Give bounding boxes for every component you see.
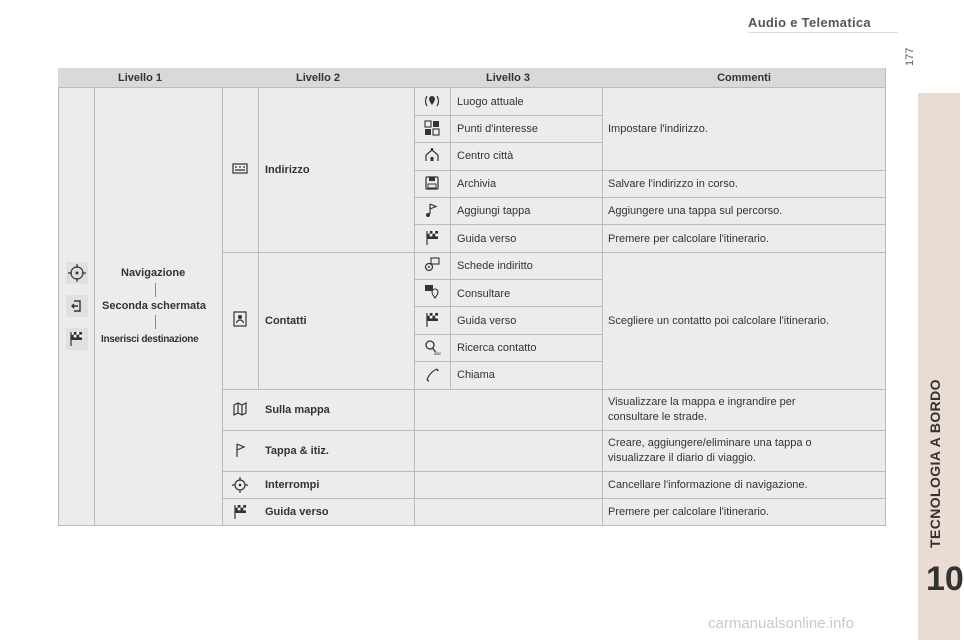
comment-archivia: Salvare l'indirizzo in corso. [608,178,738,190]
back-icon [66,295,88,317]
save-icon [423,174,441,192]
row-luogo-attuale: Luogo attuale [457,96,524,108]
contacts-icon [231,310,249,328]
row-contatti-guida-verso: Guida verso [457,315,517,327]
section-title: TECNOLOGIA A BORDO [927,379,943,548]
keyboard-icon [231,160,249,178]
watermark: carmanualsonline.info [708,615,854,632]
city-icon [423,146,441,164]
col-livello3: Livello 3 [485,72,531,84]
comment-sulla-mappa: Visualizzare la mappa e ingrandire per [608,396,796,408]
row-punti-interesse: Punti d'interesse [457,123,538,135]
location-icon [423,92,441,110]
row-centro-citta: Centro città [457,150,514,162]
col-commenti: Commenti [717,72,771,84]
add-stop-icon [423,201,441,219]
row-chiama: Chiama [457,369,495,381]
col-livello2: Livello 2 [295,72,341,84]
row-archivia: Archivia [457,178,497,190]
group-interrompi: Interrompi [265,479,320,491]
level1-inserisci-destinazione: Inserisci destinazione [101,334,199,345]
flag-icon [423,311,441,329]
comment-impostare: Impostare l'indirizzo. [608,123,708,135]
comment-guida-verso: Premere per calcolare l'itinerario. [608,233,770,245]
comment-sulla-mappa-2: consultare le strade. [608,411,708,423]
phone-icon [423,366,441,384]
group-contatti: Contatti [265,315,307,327]
comment-interrompi: Cancellare l'informazione di navigazione. [608,479,808,491]
level1-seconda-schermata: Seconda schermata [102,300,206,312]
row-schede-indiritto: Schede indiritto [457,260,533,272]
chapter-sidebar [918,93,960,640]
waypoint-icon [231,441,249,459]
row-consultare: Consultare [457,288,511,300]
table-header [58,68,886,88]
group-guida-verso: Guida verso [265,506,329,518]
target-icon [66,262,88,284]
comment-aggiungi-tappa: Aggiungere una tappa sul percorso. [608,205,783,217]
map-icon [231,400,249,418]
row-ricerca-contatto: Ricerca contatto [457,342,537,354]
row-guida-verso: Guida verso [457,233,517,245]
level1-navigazione: Navigazione [121,267,186,279]
comment-tappa: Creare, aggiungere/eliminare una tappa o [608,437,812,449]
card-icon [423,256,441,274]
svg-text:abc: abc [434,351,442,356]
header-divider [748,32,898,33]
flag-icon [66,328,88,350]
row-aggiungi-tappa: Aggiungi tappa [457,205,531,217]
flag-icon [231,503,249,521]
header-title: Audio e Telematica [748,15,871,30]
consult-icon [423,283,441,301]
chapter-number: 10 [926,560,964,598]
comment-contatti: Scegliere un contatto poi calcolare l'itinerario. [608,315,829,327]
group-sulla-mappa: Sulla mappa [265,404,330,416]
search-contact-icon [423,338,441,356]
page-number: 177 [904,47,916,66]
comment-guida-verso-final: Premere per calcolare l'itinerario. [608,506,770,518]
group-tappa: Tappa & itiz. [265,445,329,457]
poi-icon [423,119,441,137]
group-indirizzo: Indirizzo [265,164,310,176]
comment-tappa-2: visualizzare il diario di viaggio. [608,452,756,464]
col-livello1: Livello 1 [117,72,163,84]
flag-icon [423,229,441,247]
target-icon [231,476,249,494]
